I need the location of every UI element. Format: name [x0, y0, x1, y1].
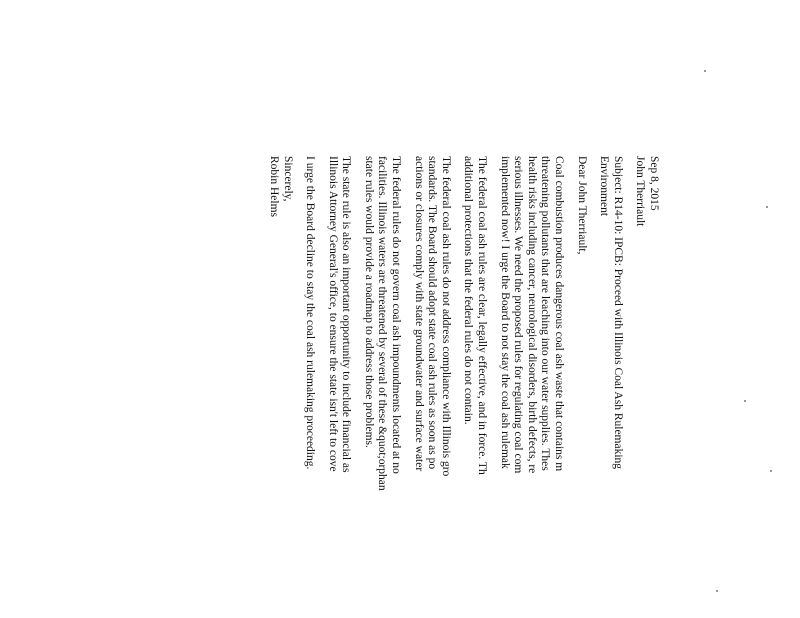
- paragraph-line: state rules would provide a roadmap to address those problems.: [362, 156, 375, 448]
- paragraph-line: actions or closures comply with state groundwater and surface water: [412, 156, 425, 472]
- paragraph-line: facilities. Illinois waters are threatened by several of these &quot;orphan: [376, 156, 389, 491]
- scan-speck: [716, 590, 718, 592]
- scan-speck: [744, 400, 746, 402]
- paragraph-line: health risks including cancer, neurological disorders, birth defects, re: [525, 156, 538, 474]
- scan-speck: [704, 70, 706, 72]
- paragraph-line: Coal combustion produces dangerous coal ash waste that contains m: [553, 156, 566, 472]
- paragraph-line: The state rule is also an important opportunity to include financial as: [340, 156, 353, 473]
- recipient-name: John Therriault: [634, 156, 647, 227]
- signature-name: Robin Helms: [267, 156, 280, 218]
- paragraph-line: The federal coal ash rules are clear, legally effective, and in force. Th: [476, 156, 489, 475]
- paragraph-line: I urge the Board decline to stay the coal ash rulemaking proceeding.: [304, 156, 317, 470]
- letter-body: [266, 156, 660, 618]
- letter-date: Sep 8, 2015: [648, 156, 660, 211]
- salutation: Dear John Therriault,: [575, 156, 588, 255]
- paragraph-line: threatening pollutants that are leaching into our water supplies. Thes: [539, 156, 552, 471]
- paragraph-line: The federal coal ash rules do not address compliance with Illinois gro: [439, 156, 452, 477]
- paragraph-line: serious illnesses. We need the proposed rules for regulating coal com: [512, 156, 525, 474]
- paragraph-line: standards. The Board should adopt state coal ash rules as soon as po: [426, 156, 439, 470]
- scan-speck: [770, 470, 772, 472]
- subject-line: Subject: R14-10: IPCB: Proceed with Illinois Coal Ash Rulemaking: [611, 156, 624, 470]
- paragraph-line: implemented now! I urge the Board to not stay the coal ash rulemak: [498, 156, 511, 469]
- scan-speck: [766, 206, 768, 208]
- closing: Sincerely,: [281, 156, 294, 202]
- paragraph-line: Illinois Attorney General's office, to ensure the state isn't left to cove: [326, 156, 339, 472]
- paragraph-line: additional protections that the federal rules do not contain.: [462, 156, 475, 425]
- subject-line-continued: Environment: [598, 156, 611, 217]
- paragraph-line: The federal rules do not govern coal ash impoundments located at no: [390, 156, 403, 474]
